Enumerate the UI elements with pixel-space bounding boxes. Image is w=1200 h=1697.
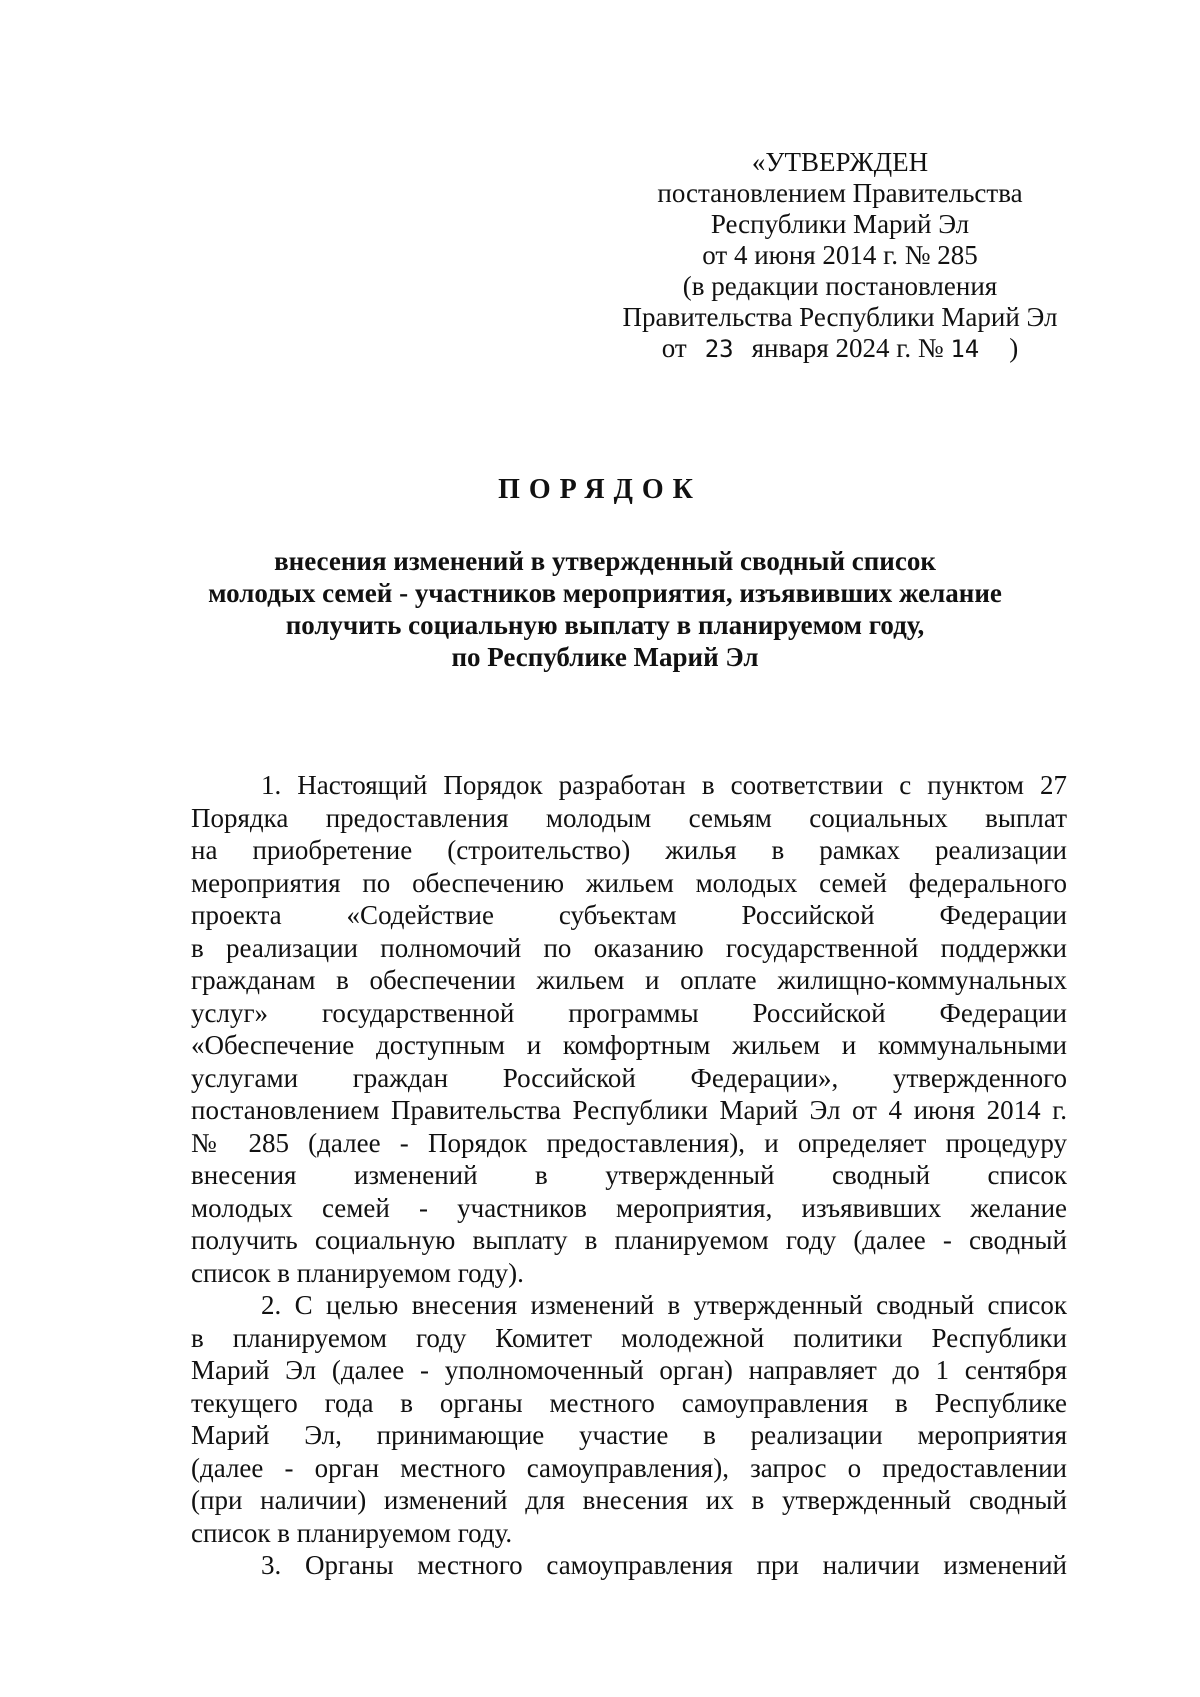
document-body bbox=[191, 769, 1067, 1582]
approval-date-line bbox=[610, 333, 1070, 365]
paragraph bbox=[191, 1549, 1067, 1582]
paragraph-line: молодых семей - участников мероприятия, изъявивших желание bbox=[191, 1192, 1067, 1223]
approval-line: Республики Марий Эл bbox=[710, 209, 970, 239]
paragraph-line: услугами граждан Российской Федерации», утвержденного bbox=[191, 1062, 1067, 1093]
approval-date-suffix: ) bbox=[1009, 333, 1019, 363]
approval-line: постановлением Правительства bbox=[657, 178, 1023, 208]
subtitle-line: получить социальную выплату в планируемом году, bbox=[285, 610, 925, 640]
paragraph bbox=[191, 769, 1067, 1289]
paragraph-line: (при наличии) изменений для внесения их в утвержденный сводный bbox=[191, 1485, 1067, 1515]
approval-line: «УТВЕРЖДЕН bbox=[751, 147, 929, 177]
paragraph-line: № 285 (далее - Порядок предоставления), и определяет процедуру bbox=[191, 1127, 1067, 1158]
paragraph-line: гражданам в обеспечении жильем и оплате жилищно-коммунальных bbox=[191, 965, 1067, 995]
paragraph-line: текущего года в органы местного самоуправления в Республике bbox=[191, 1387, 1067, 1418]
approval-number: 14 bbox=[950, 335, 980, 363]
approval-line: (в редакции постановления bbox=[682, 271, 998, 301]
paragraph-line: в планируемом году Комитет молодежной политики Республики bbox=[191, 1322, 1067, 1353]
paragraph-line: проекта «Содействие субъектам Российской Федерации bbox=[191, 900, 1067, 930]
paragraph-line: в реализации полномочий по оказанию государственной поддержки bbox=[191, 932, 1067, 963]
paragraph-line: Марий Эл, принимающие участие в реализации мероприятия bbox=[191, 1420, 1067, 1450]
paragraph-line: постановлением Правительства Республики Марий Эл от 4 июня 2014 г. bbox=[191, 1095, 1067, 1125]
paragraph-line: внесения изменений в утвержденный сводный список bbox=[191, 1160, 1067, 1190]
approval-line: Правительства Республики Марий Эл bbox=[622, 302, 1058, 332]
paragraph-line: 3. Органы местного самоуправления при наличии изменений bbox=[261, 1550, 1067, 1580]
paragraph-line: услуг» государственной программы Российской Федерации bbox=[191, 997, 1067, 1028]
paragraph-line: 2. С целью внесения изменений в утвержденный сводный список bbox=[261, 1290, 1067, 1320]
paragraph-line: список в планируемом году. bbox=[191, 1517, 513, 1548]
paragraph-line: список в планируемом году). bbox=[191, 1257, 524, 1288]
subtitle-line: по Республике Марий Эл bbox=[451, 642, 759, 672]
approval-stamp bbox=[610, 147, 1070, 365]
paragraph-line: «Обеспечение доступным и комфортным жильем и коммунальными bbox=[191, 1030, 1067, 1060]
paragraph-line: Порядка предоставления молодым семьям социальных выплат bbox=[191, 802, 1067, 833]
approval-line: от 4 июня 2014 г. № 285 bbox=[702, 240, 978, 270]
paragraph bbox=[191, 1289, 1067, 1549]
paragraph-line: Марий Эл (далее - уполномоченный орган) направляет до 1 сентября bbox=[191, 1355, 1067, 1385]
paragraph-line: получить социальную выплату в планируемом году (далее - сводный bbox=[191, 1225, 1067, 1255]
document-subtitle bbox=[150, 545, 1060, 673]
subtitle-line: молодых семей - участников мероприятия, изъявивших желание bbox=[208, 578, 1002, 608]
approval-date-day: 23 bbox=[704, 335, 734, 363]
paragraph-line: на приобретение (строительство) жилья в рамках реализации bbox=[191, 835, 1067, 865]
paragraph-line: 1. Настоящий Порядок разработан в соответствии с пунктом 27 bbox=[261, 770, 1067, 800]
document-title: ПОРЯДОК bbox=[498, 474, 702, 505]
approval-date-prefix: от bbox=[661, 333, 687, 363]
paragraph-line: мероприятия по обеспечению жильем молодых семей федерального bbox=[191, 867, 1067, 898]
approval-date-middle: января 2024 г. № bbox=[751, 333, 944, 363]
subtitle-line: внесения изменений в утвержденный сводный список bbox=[274, 546, 936, 576]
paragraph-line: (далее - орган местного самоуправления), запрос о предоставлении bbox=[191, 1452, 1067, 1483]
